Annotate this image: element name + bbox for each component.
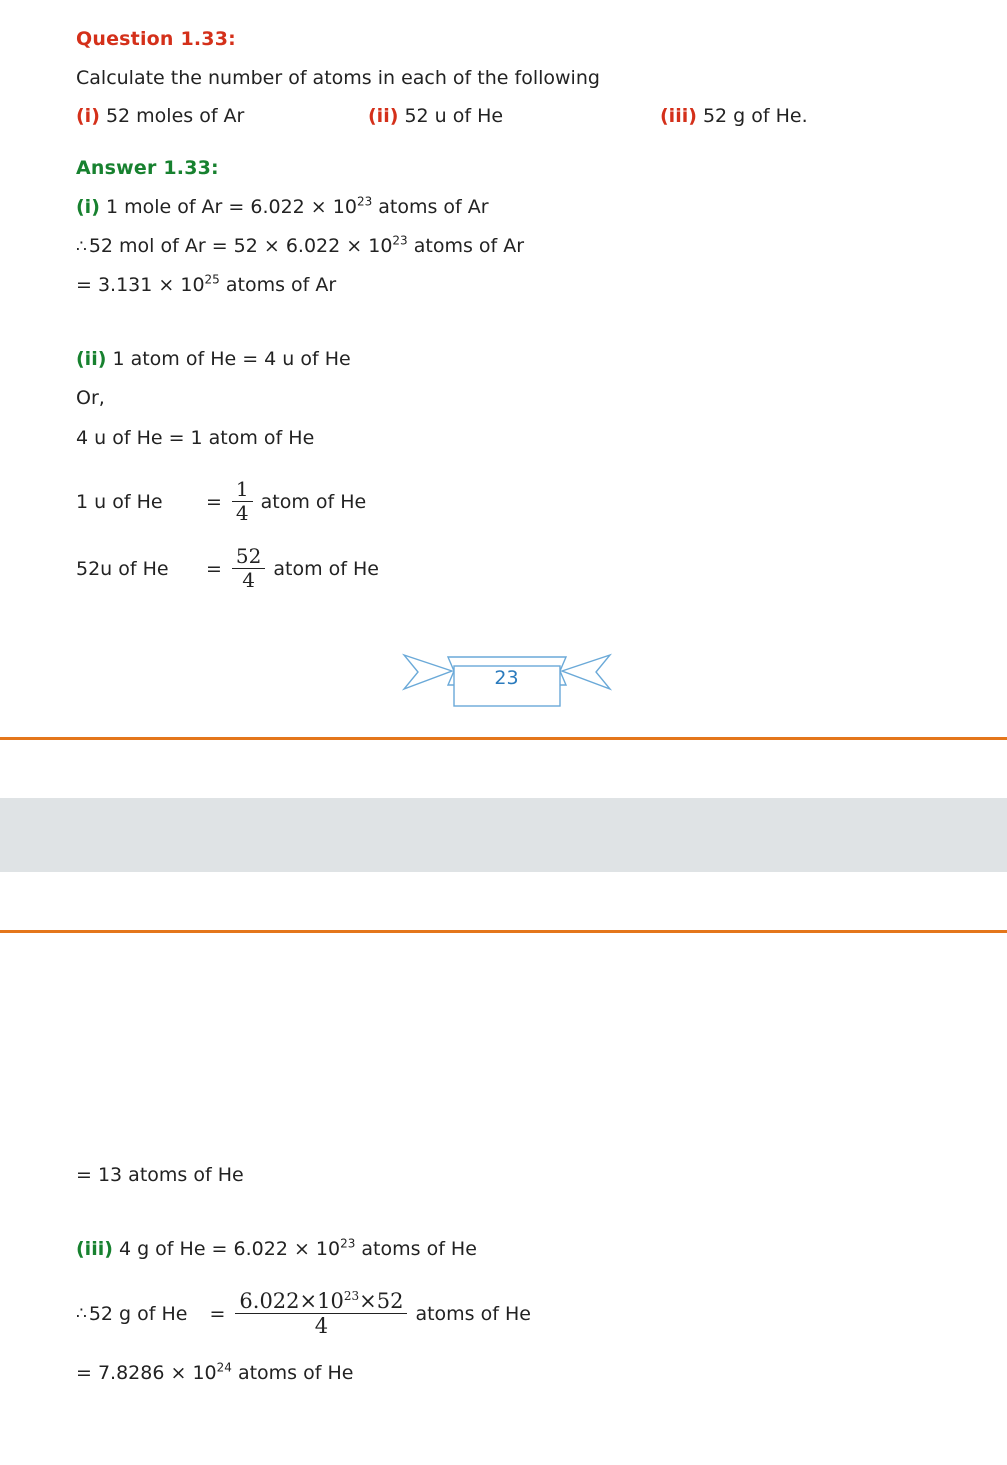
answer-iii-label: (iii): [76, 1237, 113, 1260]
answer-iii-line1-text: 4 g of He = 6.022 × 10: [118, 1237, 341, 1260]
page-content-lower: [0, 933, 1007, 1388]
page-number-ribbon-wrapper: [76, 645, 937, 711]
answer-i-line3-text: = 3.131 × 10: [76, 274, 205, 297]
option-ii-text: 52 u of He: [404, 104, 504, 127]
option-i-text: 52 moles of Ar: [105, 104, 245, 127]
spacer-before-fraction-3: [76, 1274, 937, 1290]
fraction-2-lead: 52u of He: [76, 557, 169, 580]
question-option-i: [76, 105, 368, 127]
spacer-before-final-result: [76, 1343, 937, 1359]
answer-i-line3-exponent: 25: [204, 273, 220, 288]
answer-ii-fraction-1: [76, 479, 937, 524]
fraction-1-equals: =: [206, 490, 222, 513]
fraction-2-equals: =: [206, 557, 222, 580]
answer-ii-line-3: 4 u of He = 1 atom of He: [76, 426, 315, 449]
answer-iii-result-text: = 7.8286 × 10: [76, 1362, 217, 1385]
fraction-2-numerator: 52: [235, 544, 262, 569]
answer-iii-line-1: [76, 1235, 937, 1264]
fraction-1-denominator: 4: [232, 501, 253, 524]
answer-ii-line-1: [76, 345, 937, 374]
fraction-1-lead: 1 u of He: [76, 490, 163, 513]
answer-i-line2-exponent: 23: [392, 233, 408, 248]
answer-iii-result: [76, 1359, 937, 1388]
answer-i-line3-tail: atoms of Ar: [219, 274, 337, 297]
question-prompt: Calculate the number of atoms in each of the following: [76, 67, 600, 89]
fraction-3-denominator: 4: [235, 1313, 407, 1337]
answer-i-line-3: [76, 271, 937, 300]
fraction-1-numerator: 1: [235, 477, 249, 502]
fraction-3-numerator-base: 6.022×10: [239, 1289, 344, 1313]
fraction-3-equals: =: [209, 1302, 226, 1325]
answer-iii-result-exponent: 24: [216, 1360, 232, 1375]
answer-iii-line1-exponent: 23: [340, 1236, 356, 1251]
answer-iii-result-tail: atoms of He: [231, 1362, 354, 1385]
blank-area: [76, 961, 937, 1161]
answer-i-line2-text: 52 mol of Ar = 52 × 6.022 × 10: [88, 234, 393, 257]
answer-i-line2-tail: atoms of Ar: [407, 234, 525, 257]
answer-ii-fraction-2: [76, 546, 937, 591]
fraction-2-tail: atom of He: [273, 557, 379, 580]
page-number: 23: [494, 667, 519, 690]
question-heading: Question 1.33:: [76, 28, 236, 50]
answer-i-line1-tail: atoms of Ar: [372, 195, 489, 218]
option-i-label: (i): [76, 104, 100, 127]
answer-iii-line1-tail: atoms of He: [355, 1237, 477, 1260]
answer-i-line1-exponent: 23: [356, 194, 373, 209]
spacer-before-part-iii: [76, 1201, 937, 1235]
fraction-2-denominator: 4: [232, 568, 265, 591]
fraction-3-tail: atoms of He: [415, 1302, 531, 1325]
fraction-3-numerator-tail: ×52: [359, 1289, 404, 1313]
question-option-iii: [660, 105, 937, 127]
answer-i-label: (i): [76, 195, 100, 218]
fraction-3-numerator-exponent: 23: [343, 1289, 360, 1303]
fraction-1-tail: atom of He: [260, 490, 367, 513]
spacer-between-fractions: [76, 530, 937, 546]
answer-iii-fraction: [76, 1290, 937, 1337]
therefore-symbol-2: ∴: [76, 1303, 87, 1324]
answer-i-line1-text: 1 mole of Ar = 6.022 × 10: [105, 195, 357, 218]
answer-i-line-2: [76, 232, 937, 261]
page-number-ribbon: [402, 645, 612, 711]
question-option-ii: [368, 105, 660, 127]
answer-heading: Answer 1.33:: [76, 156, 219, 179]
option-iii-label: (iii): [660, 104, 697, 127]
ad-spacer-bottom: [0, 872, 1007, 930]
spacer-before-fraction-1: [76, 463, 937, 479]
answer-ii-label: (ii): [76, 347, 107, 370]
fraction-1: [232, 479, 253, 524]
ad-spacer-top: [0, 740, 1007, 798]
answer-i-line-1: [76, 193, 937, 222]
fraction-3-numerator: [235, 1290, 407, 1313]
ad-placeholder[interactable]: [0, 798, 1007, 872]
question-options: [76, 105, 937, 127]
answer-ii-result: = 13 atoms of He: [76, 1164, 244, 1187]
fraction-2: [232, 546, 265, 591]
fraction-3: [235, 1290, 407, 1337]
fraction-3-lead: 52 g of He: [88, 1302, 188, 1325]
page-content: [0, 0, 1007, 711]
option-ii-label: (ii): [368, 104, 399, 127]
therefore-symbol: ∴: [76, 236, 87, 257]
spacer-after-part-i: [76, 311, 937, 345]
option-iii-text: 52 g of He.: [702, 104, 808, 127]
answer-ii-line1-text: 1 atom of He = 4 u of He: [112, 347, 351, 370]
answer-ii-line-2: Or,: [76, 387, 105, 410]
